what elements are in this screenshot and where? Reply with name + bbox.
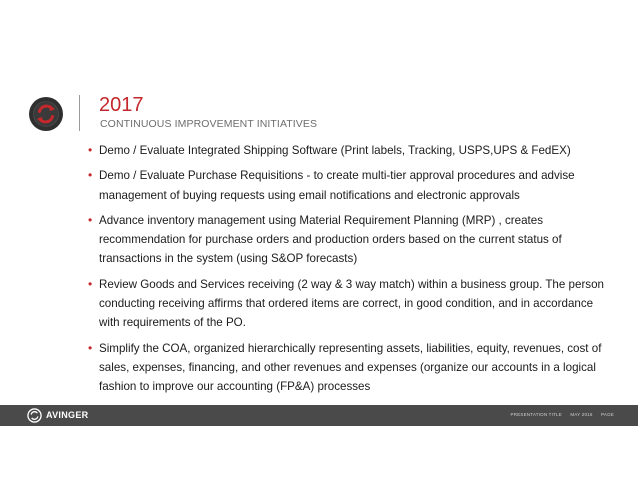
footer-date: MAY 2016 (570, 412, 593, 417)
slide-title: 2017 (99, 94, 144, 116)
bullet-dot: • (88, 212, 93, 227)
header-divider (79, 95, 80, 131)
bullet-item (88, 141, 608, 160)
bullet-item (88, 166, 608, 205)
bullet-item (88, 339, 608, 397)
bullet-dot: • (88, 276, 93, 291)
bullet-text: Demo / Evaluate Purchase Requisitions - to create multi-tier approval procedures and advise management of buying requests using email notifications and electronic approvals (99, 169, 575, 202)
slide-subtitle: CONTINUOUS IMPROVEMENT INITIATIVES (100, 118, 318, 130)
footer-brand: AVINGER (46, 410, 89, 420)
bullet-text: Advance inventory management using Material Requirement Planning (MRP) , creates recommendation for purchase orders and production orders based on the current status of transactions in the system (using S&OP forecasts) (99, 213, 562, 266)
footer-presentation-title: PRESENTATION TITLE (510, 412, 562, 417)
footer-bar (0, 405, 638, 426)
bullet-list (88, 141, 608, 403)
bullet-text: Review Goods and Services receiving (2 way & 3 way match) within a business group. The person conducting receiving affirms that ordered items are correct, in good condition, and in accordance with requirements of the PO. (99, 277, 605, 330)
bullet-dot: • (88, 168, 93, 183)
bullet-item (88, 211, 608, 269)
refresh-circle-icon (28, 96, 64, 132)
bullet-text: Demo / Evaluate Integrated Shipping Software (Print labels, Tracking, USPS,UPS & FedEX) (99, 144, 571, 157)
bullet-item (88, 275, 608, 333)
footer-page: PAGE (601, 412, 614, 417)
bullet-dot: • (88, 143, 93, 157)
avinger-logo-icon (27, 408, 42, 423)
bullet-text: Simplify the COA, organized hierarchically representing assets, liabilities, equity, revenues, cost of sales, expenses, financing, and other revenues and expenses (organize our accounts in a logical fashion to improve our accounting (FP&A) processes (99, 341, 602, 394)
bullet-dot: • (88, 340, 93, 355)
footer-meta (504, 412, 614, 418)
